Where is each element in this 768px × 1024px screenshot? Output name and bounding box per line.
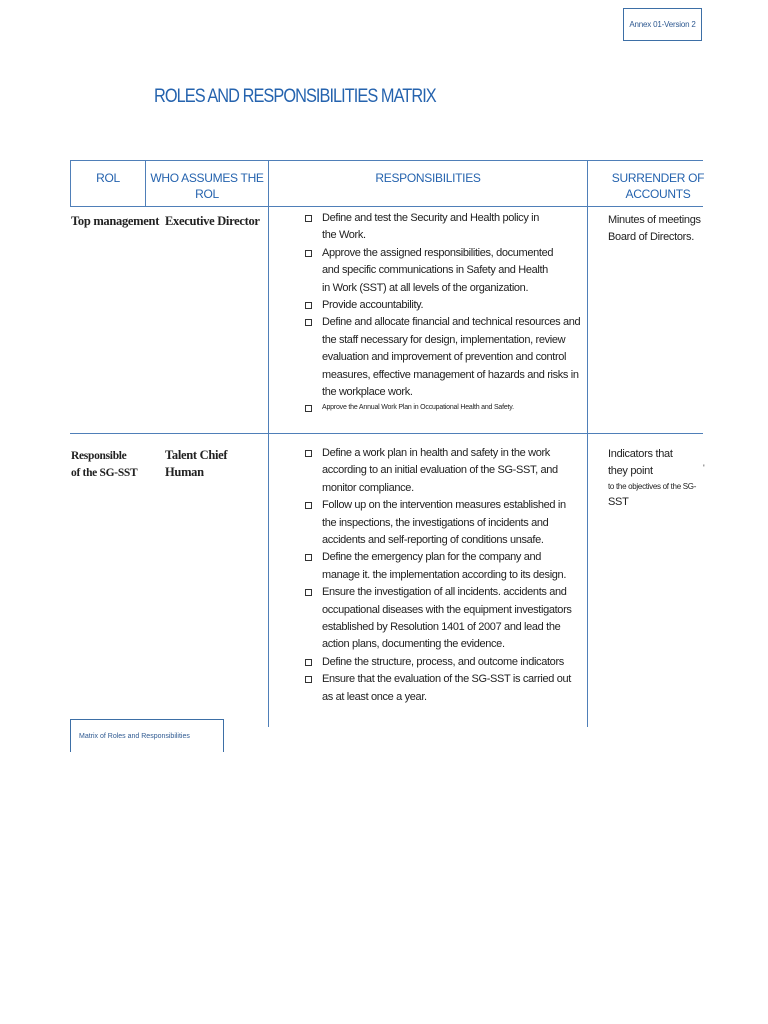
checkbox-icon	[305, 589, 312, 596]
col-divider-2	[268, 160, 269, 727]
col-divider-3	[587, 160, 588, 727]
header-who-line2: ROL	[195, 187, 219, 201]
checkbox-icon	[305, 302, 312, 309]
checkbox-icon	[305, 215, 312, 222]
checkbox-icon	[305, 250, 312, 257]
row2-who: Talent Chief Human	[165, 448, 228, 479]
header-bottom-border	[70, 206, 703, 207]
header-who-line1: WHO ASSUMES THE	[150, 171, 264, 185]
row1-accounts: Minutes of meetings Board of Directors.	[608, 214, 701, 243]
list-item: Define a work plan in health and safety in the work according to an initial evaluation of the SG-SST, and monitor compliance.	[305, 445, 572, 497]
list-item: Provide accountability.	[305, 297, 585, 314]
row1-who: Executive Director	[165, 214, 260, 228]
row2-accounts: Indicators that they point to the objectives of the SG- SST	[608, 448, 697, 508]
header-who	[146, 170, 268, 202]
list-item: Define the emergency plan for the company and manage it. the implementation according to its design.	[305, 549, 567, 584]
row2-responsibilities	[305, 445, 585, 706]
list-item: Follow up on the intervention measures established in the inspections, the investigations of incidents and accidents and self-reporting of conditions unsafe.	[305, 497, 570, 549]
footer-label: Matrix of Roles and Responsibilities	[70, 719, 224, 752]
checkbox-icon	[305, 405, 312, 412]
header-surrender-line1: SURRENDER OF	[611, 171, 705, 185]
checkbox-icon	[305, 502, 312, 509]
header-surrender-line2: ACCOUNTS	[625, 187, 691, 201]
list-item: Ensure the investigation of all incidents. accidents and occupational diseases with the equipment investigators established by Resolution 1401 of 2007 and lead the action plans, documenting the evidence.	[305, 584, 585, 654]
row-divider	[70, 433, 703, 434]
annex-label: Annex 01-Version 2	[623, 8, 702, 41]
list-item: Approve the Annual Work Plan in Occupational Health and Safety.	[305, 401, 585, 415]
row1-responsibilities	[305, 210, 585, 415]
list-item: Define the structure, process, and outcome indicators	[305, 654, 585, 671]
list-item: Define and allocate financial and technical resources and the staff necessary for design, implementation, review evaluation and improvement of prevention and control measures, effective management of hazards and risks in the workplace work.	[305, 314, 585, 401]
checkbox-icon	[305, 319, 312, 326]
checkbox-icon	[305, 659, 312, 666]
header-rol: ROL	[96, 171, 120, 185]
header-surrender	[600, 170, 716, 202]
header-responsibilities: RESPONSIBILITIES	[375, 171, 481, 185]
list-item: Define and test the Security and Health policy in the Work.	[305, 210, 552, 245]
stray-mark: '	[703, 463, 705, 473]
list-item: Ensure that the evaluation of the SG-SST is carried out as at least once a year.	[305, 671, 572, 706]
row1-rol: Top management	[71, 214, 160, 228]
list-item: Approve the assigned responsibilities, documented and specific communications in Safety and Health in Work (SST) at all levels of the organization.	[305, 245, 554, 297]
table-top-border	[70, 160, 703, 161]
row2-rol: Responsible of the SG-SST	[71, 450, 138, 479]
document-title: ROLES AND RESPONSIBILITIES MATRIX	[154, 86, 436, 107]
checkbox-icon	[305, 450, 312, 457]
checkbox-icon	[305, 554, 312, 561]
checkbox-icon	[305, 676, 312, 683]
